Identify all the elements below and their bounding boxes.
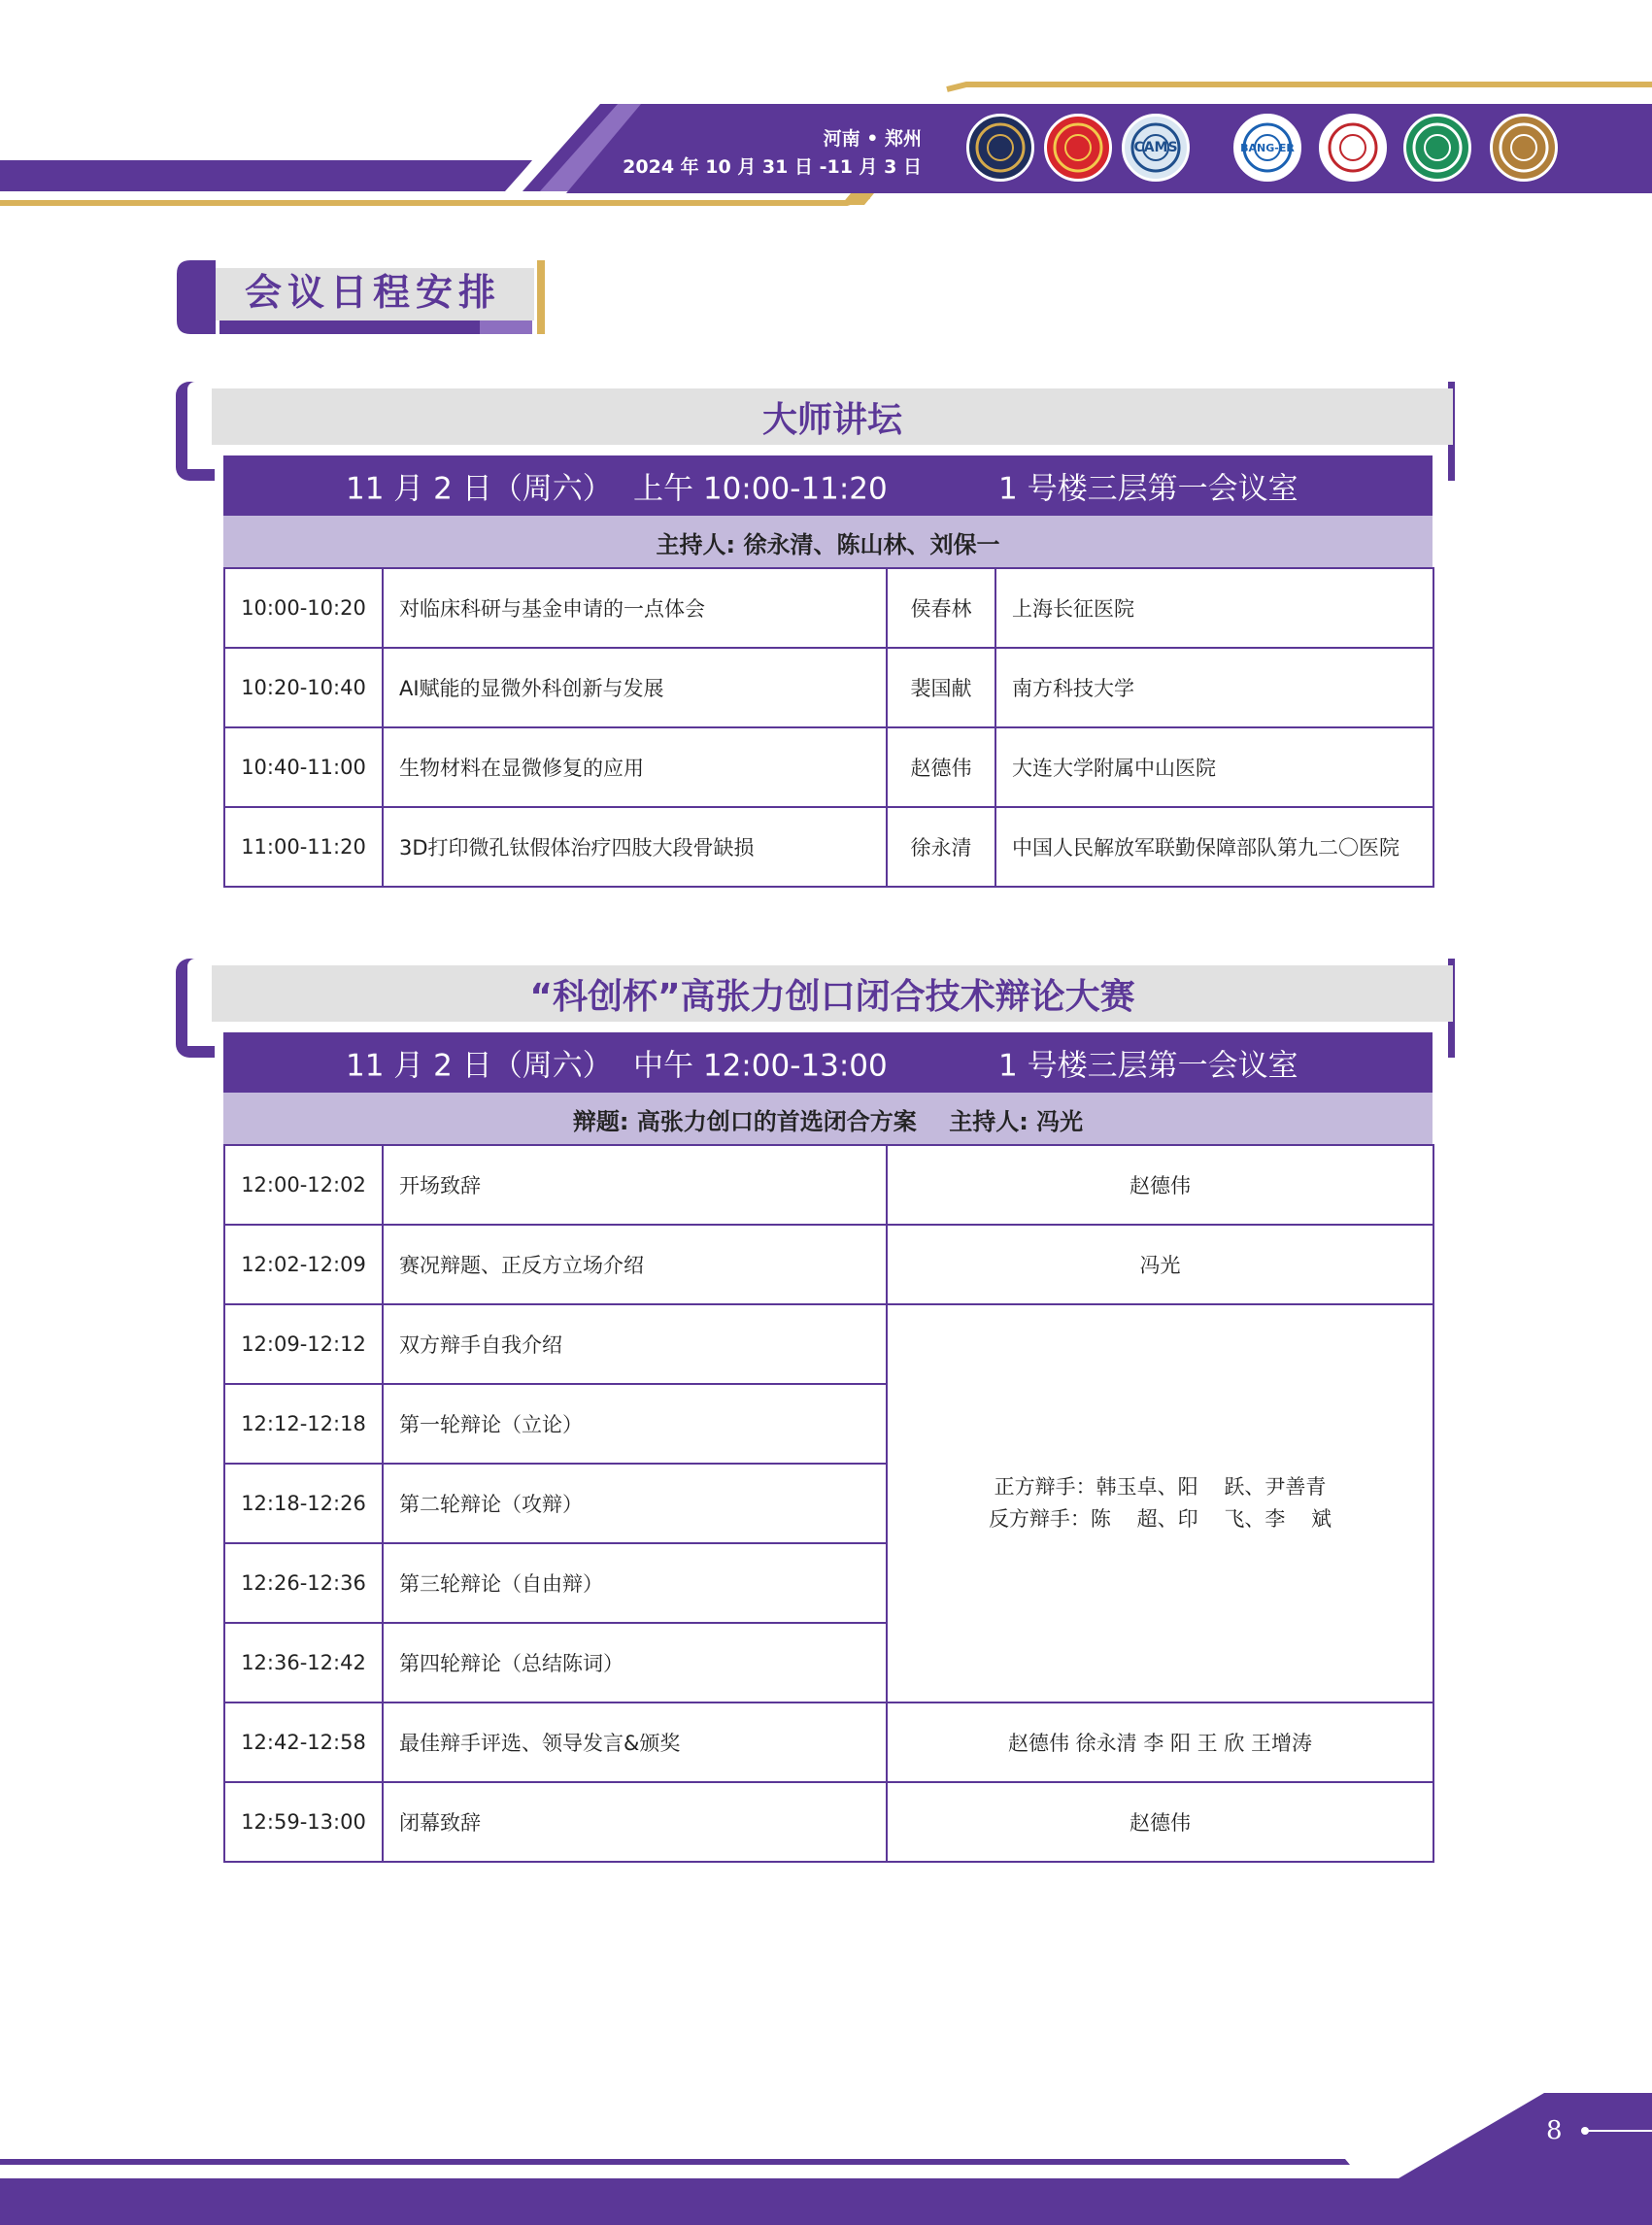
time-cell: 12:59-13:00 bbox=[224, 1782, 383, 1862]
table-row bbox=[224, 568, 1433, 648]
section-bracket-left bbox=[176, 382, 215, 481]
section-bracket-left bbox=[176, 959, 215, 1058]
table-row bbox=[224, 1702, 1433, 1782]
table-row bbox=[224, 807, 1433, 887]
time-cell: 10:40-11:00 bbox=[224, 727, 383, 807]
bang-er-emblem-logo bbox=[1233, 114, 1301, 182]
topic-cell: 第二轮辩论（攻辩） bbox=[383, 1464, 887, 1543]
topic-cell: 第一轮辩论（立论） bbox=[383, 1384, 887, 1464]
time-cell: 12:36-12:42 bbox=[224, 1623, 383, 1702]
time-cell: 12:42-12:58 bbox=[224, 1702, 383, 1782]
society-emblem-logo bbox=[966, 114, 1034, 182]
logo-label: CAMS bbox=[1133, 140, 1178, 155]
topic-cell: AI赋能的显微外科创新与发展 bbox=[383, 648, 887, 727]
host-line: 主持人: 徐永清、陈山林、刘保一 bbox=[223, 516, 1433, 568]
topic-cell: 第三轮辩论（自由辩） bbox=[383, 1543, 887, 1623]
table-row bbox=[224, 727, 1433, 807]
table-row bbox=[224, 1225, 1433, 1304]
organization-cell: 上海长征医院 bbox=[995, 568, 1433, 648]
topic-cell: 赛况辩题、正反方立场介绍 bbox=[383, 1225, 887, 1304]
speaker-cell: 赵德伟 bbox=[887, 1145, 1433, 1225]
header-dates: 2024 年 10 月 31 日 -11 月 3 日 bbox=[623, 156, 922, 178]
university-seal-emblem-logo bbox=[1490, 114, 1558, 182]
pro-debaters: 正方辩手：韩玉卓、阳 跃、尹善青 bbox=[994, 1475, 1327, 1499]
schedule-session: 中午 12:00-13:00 bbox=[633, 1048, 888, 1084]
time-cell: 12:18-12:26 bbox=[224, 1464, 383, 1543]
speaker-cell: 冯光 bbox=[887, 1225, 1433, 1304]
speaker-cell: 赵德伟 bbox=[887, 1782, 1433, 1862]
footer-decoration bbox=[0, 2088, 1652, 2225]
table-row bbox=[224, 1782, 1433, 1862]
green-hospital-emblem-logo bbox=[1403, 114, 1471, 182]
schedule-venue: 1 号楼三层第一会议室 bbox=[998, 1048, 1298, 1084]
speaker-cell: 侯春林 bbox=[887, 568, 995, 648]
time-cell: 12:02-12:09 bbox=[224, 1225, 383, 1304]
schedule-bar bbox=[223, 1032, 1433, 1093]
debate-schedule-table bbox=[223, 1144, 1434, 1863]
organization-cell: 大连大学附属中山医院 bbox=[995, 727, 1433, 807]
time-cell: 12:09-12:12 bbox=[224, 1304, 383, 1384]
table-row bbox=[224, 648, 1433, 727]
topic-cell: 对临床科研与基金申请的一点体会 bbox=[383, 568, 887, 648]
speaker-cell: 赵德伟 徐永清 李 阳 王 欣 王增涛 bbox=[887, 1702, 1433, 1782]
time-cell: 10:00-10:20 bbox=[224, 568, 383, 648]
union-emblem-logo bbox=[1044, 114, 1112, 182]
lecture-schedule-table bbox=[223, 567, 1434, 888]
header-decoration bbox=[0, 0, 1652, 223]
table-row bbox=[224, 1145, 1433, 1225]
schedule-venue: 1 号楼三层第一会议室 bbox=[998, 471, 1298, 507]
topic-cell: 第四轮辩论（总结陈词） bbox=[383, 1623, 887, 1702]
section-title: 大师讲坛 bbox=[212, 388, 1453, 445]
organization-cell: 中国人民解放军联勤保障部队第九二〇医院 bbox=[995, 807, 1433, 887]
speaker-cell: 徐永清 bbox=[887, 807, 995, 887]
hospital-cross-emblem-logo bbox=[1319, 114, 1387, 182]
time-cell: 11:00-11:20 bbox=[224, 807, 383, 887]
schedule-bar bbox=[223, 455, 1433, 516]
time-cell: 12:12-12:18 bbox=[224, 1384, 383, 1464]
logo-label: BANG-ER bbox=[1240, 141, 1295, 154]
organization-cell: 南方科技大学 bbox=[995, 648, 1433, 727]
speaker-cell: 赵德伟 bbox=[887, 727, 995, 807]
cams-emblem-logo bbox=[1122, 114, 1190, 182]
schedule-session: 上午 10:00-11:20 bbox=[633, 471, 888, 507]
topic-cell: 双方辩手自我介绍 bbox=[383, 1304, 887, 1384]
topic-cell: 最佳辩手评选、领导发言&颁奖 bbox=[383, 1702, 887, 1782]
time-cell: 12:00-12:02 bbox=[224, 1145, 383, 1225]
schedule-date: 11 月 2 日（周六） bbox=[346, 471, 613, 507]
time-cell: 10:20-10:40 bbox=[224, 648, 383, 727]
topic-cell: 生物材料在显微修复的应用 bbox=[383, 727, 887, 807]
section-title: “科创杯”高张力创口闭合技术辩论大赛 bbox=[212, 965, 1453, 1022]
time-cell: 12:26-12:36 bbox=[224, 1543, 383, 1623]
speaker-cell: 裴国献 bbox=[887, 648, 995, 727]
topic-cell: 闭幕致辞 bbox=[383, 1782, 887, 1862]
topic-cell: 开场致辞 bbox=[383, 1145, 887, 1225]
page-number: 8 bbox=[1546, 2116, 1563, 2145]
page-title: 会议日程安排 bbox=[245, 271, 502, 314]
topic-cell: 3D打印微孔钛假体治疗四肢大段骨缺损 bbox=[383, 807, 887, 887]
con-debaters: 反方辩手：陈 超、印 飞、李 斌 bbox=[988, 1507, 1332, 1531]
header-location: 河南 • 郑州 bbox=[823, 128, 922, 150]
debate-topic-host-line: 辩题: 高张力创口的首选闭合方案 主持人: 冯光 bbox=[223, 1093, 1433, 1145]
debaters-cell bbox=[887, 1304, 1433, 1702]
table-row bbox=[224, 1304, 1433, 1384]
schedule-date: 11 月 2 日（周六） bbox=[346, 1048, 613, 1084]
